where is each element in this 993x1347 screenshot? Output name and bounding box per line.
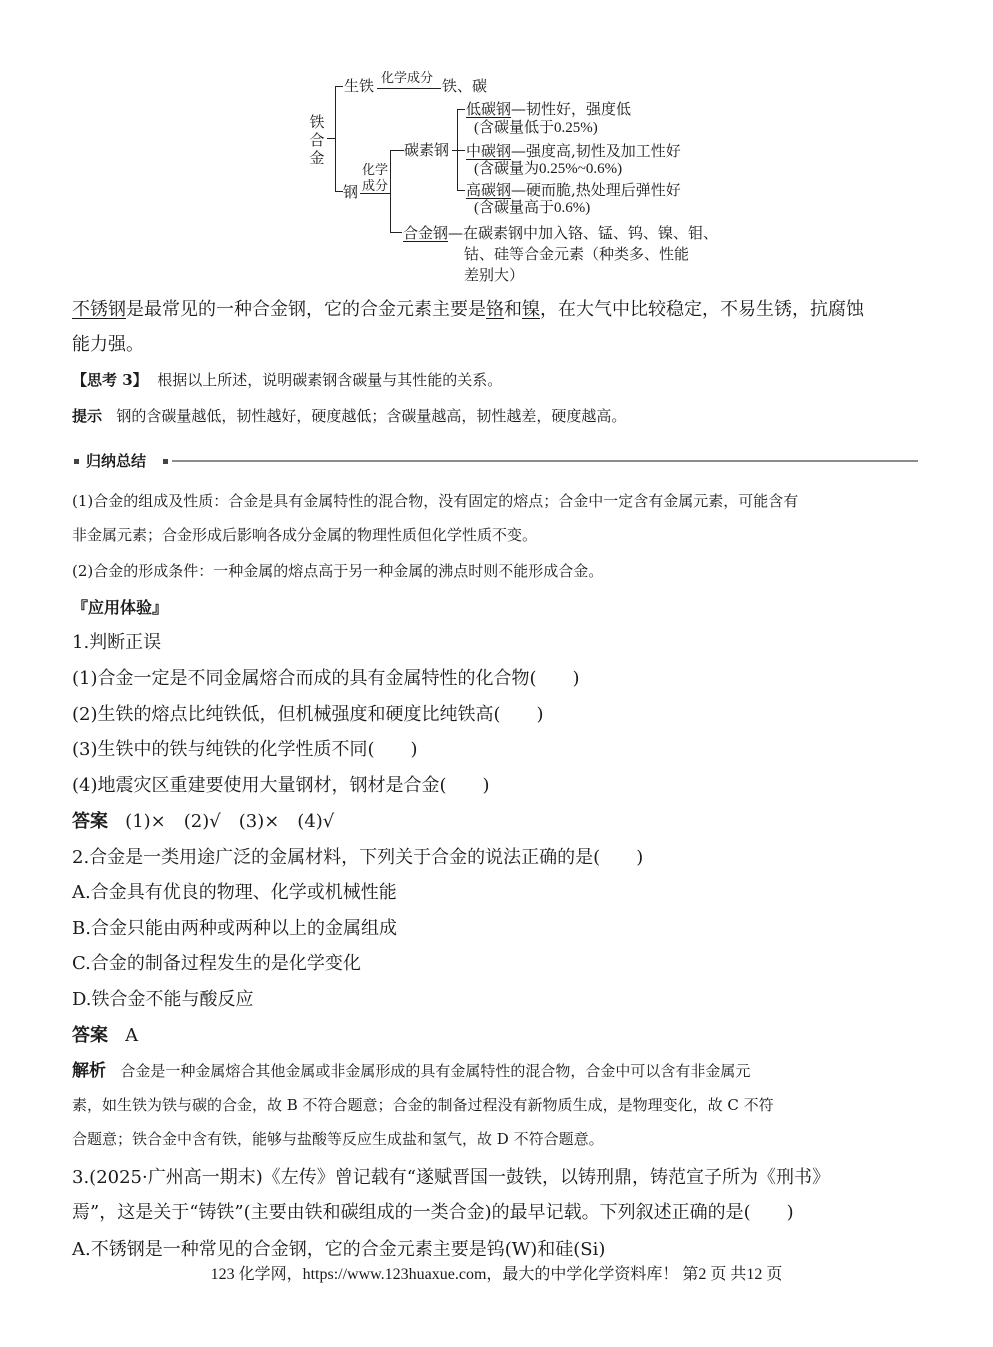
- root-char: 铁: [309, 113, 325, 131]
- page-footer: 123 化学网，https://www.123huaxue.com，最大的中学化学资料库！ 第2 页 共12 页: [210, 1266, 783, 1283]
- nickel-term: 镍: [522, 299, 540, 320]
- carbon-steel-label: 碳素钢: [404, 141, 450, 159]
- low-carbon-steel-name: 低碳钢: [466, 100, 512, 118]
- analysis-label: 解析: [72, 1061, 106, 1081]
- pig-iron-composition: 铁、碳: [442, 77, 488, 95]
- q3-line: 3.(2025·广州高一期末)《左传》曾记载有“遂赋晋国一鼓铁，以铸刑鼎，铸范宣子所为《刑书》: [72, 1167, 830, 1188]
- stainless-steel-paragraph: [72, 292, 922, 362]
- high-carbon-steel-desc: —硬而脆,热处理后弹性好: [511, 181, 681, 199]
- analysis-line: [72, 1054, 922, 1088]
- diagram-line: [457, 150, 465, 151]
- root-char: 金: [309, 149, 325, 167]
- low-carbon-steel-note: (含碳量低于0.25%): [474, 120, 598, 136]
- high-carbon-steel-note: (含碳量高于0.6%): [474, 200, 591, 216]
- analysis-line: 素，如生铁为铁与碳的合金，故 B 不符合题意；合金的制备过程没有新物质生成，是物理变化，故 C 不符: [72, 1096, 774, 1114]
- stainless-text: 是最常见的一种合金钢，它的合金元素主要是: [126, 299, 486, 320]
- diagram-line: [390, 150, 391, 233]
- alloy-steel-name: 合金钢: [403, 224, 449, 242]
- alloy-steel-row: [403, 224, 718, 242]
- diagram-line: [335, 191, 343, 192]
- diagram-line: [327, 138, 335, 139]
- think-label: 【思考 3】: [72, 371, 148, 389]
- answer-text: (1)× (2)√ (3)× (4)√: [125, 811, 335, 832]
- summary-title: 归纳总结: [86, 452, 147, 470]
- root-char: 合: [309, 131, 325, 149]
- answer-text: A: [125, 1025, 139, 1046]
- summary-point-1: [72, 484, 922, 552]
- answer-label: 答案: [72, 811, 108, 832]
- bullet-square-icon: [74, 459, 79, 464]
- low-carbon-steel-row: [466, 100, 631, 118]
- steel-composition-char: 化学: [362, 163, 389, 178]
- hint-label: 提示: [72, 407, 103, 425]
- diagram-line: [335, 86, 336, 192]
- think-question: [72, 363, 922, 397]
- high-carbon-steel-name: 高碳钢: [466, 181, 512, 199]
- mid-carbon-steel-name: 中碳钢: [466, 142, 512, 160]
- pig-iron-label: 生铁: [344, 77, 375, 95]
- q2-option: B.合金只能由两种或两种以上的金属组成: [72, 918, 397, 939]
- steel-composition-label: [362, 163, 389, 195]
- answer-label: 答案: [72, 1025, 108, 1046]
- mid-carbon-steel-note: (含碳量为0.25%~0.6%): [474, 161, 623, 177]
- stainless-term: 不锈钢: [72, 299, 126, 320]
- q3-title: [72, 1160, 922, 1230]
- stainless-line-1: [72, 292, 922, 327]
- think-text: 根据以上所述，说明碳素钢含碳量与其性能的关系。: [157, 371, 503, 389]
- analysis-line: 合题意；铁合金中含有铁，能够与盐酸等反应生成盐和氢气，故 D 不符合题意。: [72, 1130, 604, 1148]
- bullet-square-icon: [163, 459, 168, 464]
- q1-item: (1)合金一定是不同金属熔合而成的具有金属特性的化合物( ): [72, 668, 580, 689]
- analysis-text: 合金是一种金属熔合其他金属或非金属形成的具有金属特性的混合物，合金中可以含有非金属元: [120, 1062, 751, 1080]
- high-carbon-steel-row: [466, 181, 681, 199]
- q2-option: A.合金具有优良的物理、化学或机械性能: [72, 882, 397, 903]
- summary-point-2: (2)合金的形成条件：一种金属的熔点高于另一种金属的沸点时则不能形成合金。: [72, 562, 604, 580]
- mid-carbon-steel-desc: —强度高,韧性及加工性好: [511, 142, 681, 160]
- q3-option-a: A.不锈钢是一种常见的合金钢，它的合金元素主要是钨(W)和硅(Si): [72, 1239, 606, 1260]
- q3-line: 焉”，这是关于“铸铁”(主要由铁和碳组成的一类合金)的最早记载。下列叙述正确的是( ): [72, 1202, 794, 1223]
- alloy-steel-desc-1: —在碳素钢中加入铬、锰、钨、镍、钼、: [448, 224, 719, 242]
- diagram-line: [377, 88, 441, 89]
- q2-option: C.合金的制备过程发生的是化学变化: [72, 953, 361, 974]
- diagram-line: [390, 150, 404, 151]
- q2-analysis: [72, 1054, 922, 1156]
- hint-paragraph: [72, 399, 922, 433]
- alloy-steel-desc-2: 钴、硅等合金元素（种类多、性能: [464, 245, 690, 263]
- low-carbon-steel-desc: —韧性好，强度低: [511, 100, 632, 118]
- stainless-text: ，在大气中比较稳定，不易生锈，抗腐蚀: [540, 299, 864, 320]
- chromium-term: 铬: [486, 299, 504, 320]
- q2-title: 2.合金是一类用途广泛的金属材料，下列关于合金的说法正确的是( ): [72, 847, 644, 868]
- q1-item: (4)地震灾区重建要使用大量钢材，钢材是合金( ): [72, 775, 490, 796]
- mid-carbon-steel-row: [466, 142, 681, 160]
- stainless-and: 和: [504, 299, 522, 320]
- hint-text: 钢的含碳量越低，韧性越好，硬度越低；含碳量越高，韧性越差，硬度越高。: [116, 407, 627, 425]
- stainless-line-2: 能力强。: [72, 334, 144, 355]
- diagram-line: [457, 109, 465, 110]
- summary-divider: [172, 460, 918, 462]
- apply-title: 『应用体验』: [72, 598, 169, 617]
- alloy-steel-desc-3: 差别大）: [464, 266, 525, 284]
- q1-item: (2)生铁的熔点比纯铁低，但机械强度和硬度比纯铁高( ): [72, 704, 544, 725]
- diagram-root: [308, 113, 326, 167]
- diagram-line: [335, 86, 343, 87]
- q1-answer: [72, 804, 922, 839]
- q2-answer: [72, 1018, 922, 1053]
- diagram-line: [390, 232, 402, 233]
- steel-composition-char: 成分: [362, 179, 389, 194]
- summary-point-1-line: (1)合金的组成及性质：合金是具有金属特性的混合物，没有固定的熔点；合金中一定含有金属元素，可能含有: [72, 492, 799, 510]
- steel-label: 钢: [343, 183, 359, 201]
- pig-iron-composition-label: 化学成分: [381, 71, 434, 86]
- summary-point-1-line: 非金属元素；合金形成后影响各成分金属的物理性质但化学性质不变。: [72, 526, 538, 544]
- diagram-line: [457, 190, 465, 191]
- q1-title: 1.判断正误: [72, 632, 162, 653]
- q1-item: (3)生铁中的铁与纯铁的化学性质不同( ): [72, 739, 418, 760]
- q2-option: D.铁合金不能与酸反应: [72, 989, 254, 1010]
